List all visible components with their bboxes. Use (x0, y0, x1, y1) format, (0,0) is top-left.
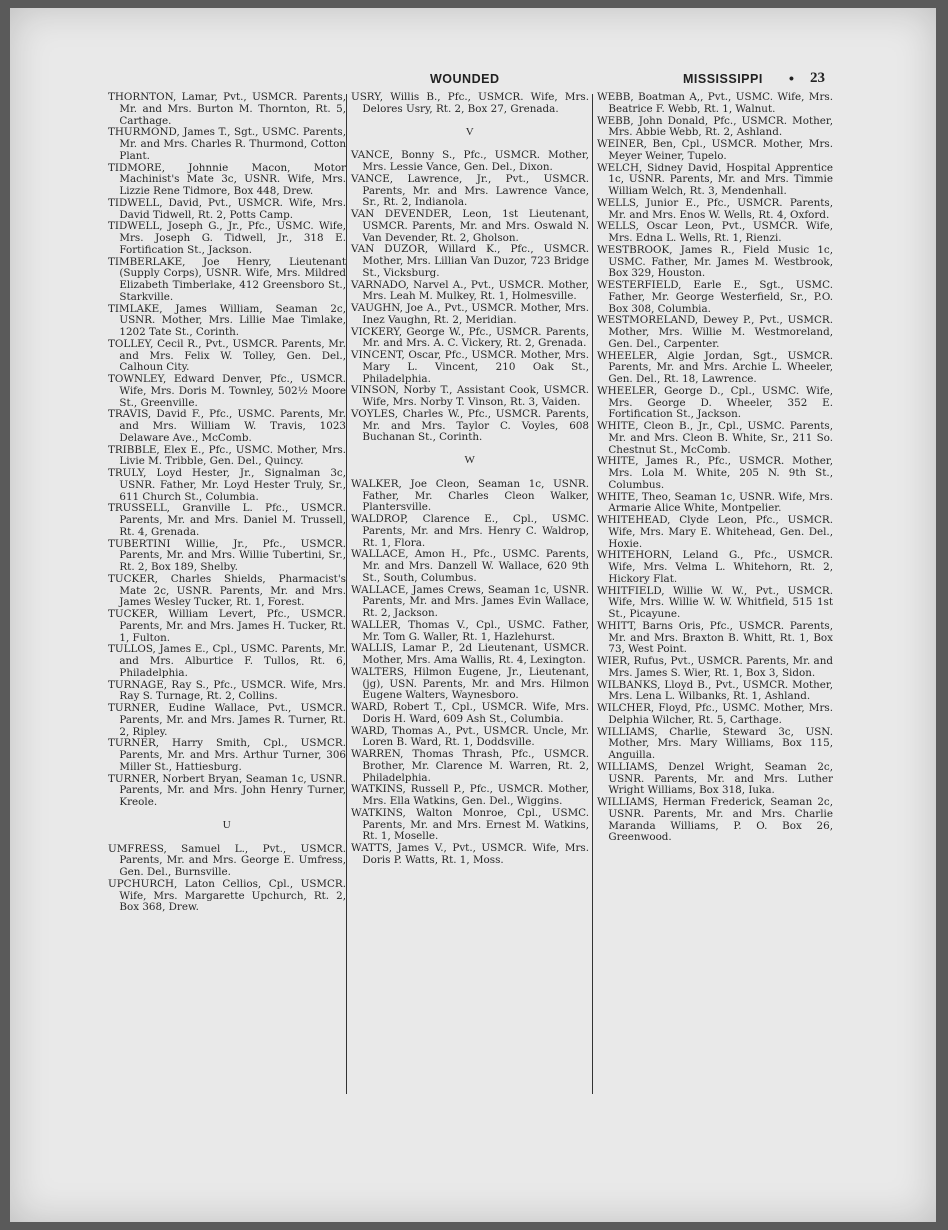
casualty-entry: WHEELER, Algie Jordan, Sgt., USMCR. Parents, Mr. and Mrs. Archie L. Wheeler, Gen. Del., Rt. 18, Lawrence. (597, 349, 833, 385)
casualty-entry: WALTERS, Hilmon Eugene, Jr., Lieutenant, (jg), USN. Parents, Mr. and Mrs. Hilmon Eugene Walters, Waynesboro. (351, 665, 589, 702)
casualty-entry: WARD, Robert T., Cpl., USMCR. Wife, Mrs. Doris H. Ward, 609 Ash St., Columbia. (351, 701, 589, 725)
casualty-entry: TRIBBLE, Elex E., Pfc., USMC. Mother, Mrs. Livie M. Tribble, Gen. Del., Quincy. (108, 443, 346, 468)
casualty-entry: WALLIS, Lamar P., 2d Lieutenant, USMCR. Mother, Mrs. Ama Wallis, Rt. 4, Lexington. (351, 642, 589, 666)
casualty-entry: TURNER, Norbert Bryan, Seaman 1c, USNR. Parents, Mr. and Mrs. John Henry Turner, Kreole. (108, 772, 346, 808)
casualty-entry: WATKINS, Russell P., Pfc., USMCR. Mother, Mrs. Ella Watkins, Gen. Del., Wiggins. (351, 783, 589, 807)
document-page (10, 8, 936, 1222)
casualty-entry: WEBB, John Donald, Pfc., USMCR. Mother, Mrs. Abbie Webb, Rt. 2, Ashland. (597, 114, 833, 139)
casualty-entry: WHITE, James R., Pfc., USMCR. Mother, Mrs. Lola M. White, 205 N. 9th St., Columbus. (597, 455, 833, 491)
casualty-entry: VARNADO, Narvel A., Pvt., USMCR. Mother, Mrs. Leah M. Mulkey, Rt. 1, Holmesville. (351, 278, 589, 303)
casualty-entry: WHITEHEAD, Clyde Leon, Pfc., USMCR. Wife, Mrs. Mary E. Whitehead, Gen. Del., Hoxie. (597, 514, 833, 550)
casualty-entry: WIER, Rufus, Pvt., USMCR. Parents, Mr. and Mrs. James S. Wier, Rt. 1, Box 3, Sidon. (597, 655, 833, 679)
casualty-entry: WILBANKS, Lloyd B., Pvt., USMCR. Mother, Mrs. Lena L. Wilbanks, Rt. 1, Ashland. (597, 678, 833, 703)
casualty-entry: TIMLAKE, James William, Seaman 2c, USNR. Mother, Mrs. Lillie Mae Timlake, 1202 Tate St., Corinth. (108, 302, 346, 338)
casualty-entry: WHITFIELD, Willie W. W., Pvt., USMCR. Wife, Mrs. Willie W. W. Whitfield, 515 1st St., Picayune. (597, 584, 833, 620)
section-letter: W (464, 454, 476, 466)
casualty-entry: TURNER, Harry Smith, Cpl., USMCR. Parents, Mr. and Mrs. Arthur Turner, 306 Miller St., Hattiesburg. (108, 737, 346, 773)
casualty-entry: WILLIAMS, Denzel Wright, Seaman 2c, USNR. Parents, Mr. and Mrs. Luther Wright Williams, Box 318, Iuka. (597, 760, 833, 797)
casualty-entry: VAN DEVENDER, Leon, 1st Lieutenant, USMCR. Parents, Mr. and Mrs. Oswald N. Van Devender, Rt. 2, Gholson. (351, 208, 589, 244)
state-name: MISSISSIPPI (683, 72, 763, 86)
casualty-entry: WESTMORELAND, Dewey P., Pvt., USMCR. Mother, Mrs. Willie M. Westmoreland, Gen. Del., Carpenter. (597, 314, 833, 350)
casualty-entry: WEINER, Ben, Cpl., USMCR. Mother, Mrs. Meyer Weiner, Tupelo. (597, 138, 833, 162)
casualty-entry: WILLIAMS, Herman Frederick, Seaman 2c, USNR. Parents, Mr. and Mrs. Charlie Maranda Williams, P. O. Box 26, Greenwood. (597, 796, 833, 844)
casualty-entry: WATKINS, Walton Monroe, Cpl., USMC. Parents, Mr. and Mrs. Ernest M. Watkins, Rt. 1, Moselle. (351, 806, 589, 843)
casualty-entry: TUCKER, William Levert, Pfc., USMCR. Parents, Mr. and Mrs. James H. Tucker, Rt. 1, Fulton. (108, 608, 346, 644)
casualty-entry: UMFRESS, Samuel L., Pvt., USMCR. Parents, Mr. and Mrs. George E. Umfress, Gen. Del., Burnsville. (108, 842, 346, 878)
casualty-entry: TURNER, Eudine Wallace, Pvt., USMCR. Parents, Mr. and Mrs. James R. Turner, Rt. 2, Ripley. (108, 702, 346, 738)
casualty-entry: WALDROP, Clarence E., Cpl., USMC. Parents, Mr. and Mrs. Henry C. Waldrop, Rt. 1, Flora. (351, 513, 589, 549)
column-1 (108, 92, 346, 914)
casualty-entry: WHITE, Cleon B., Jr., Cpl., USMC. Parents, Mr. and Mrs. Cleon B. White, Sr., 211 So. Chestnut St., McComb. (597, 420, 833, 456)
casualty-entry: VICKERY, George W., Pfc., USMCR. Parents, Mr. and Mrs. A. C. Vickery, Rt. 2, Grenada. (351, 325, 589, 350)
casualty-entry: TURNAGE, Ray S., Pfc., USMCR. Wife, Mrs. Ray S. Turnage, Rt. 2, Collins. (108, 678, 346, 703)
casualty-entry: WESTBROOK, James R., Field Music 1c, USMC. Father, Mr. James M. Westbrook, Box 329, Houston. (597, 243, 833, 280)
casualty-entry: VINCENT, Oscar, Pfc., USMCR. Mother, Mrs. Mary L. Vincent, 210 Oak St., Philadelphia. (351, 349, 589, 385)
casualty-entry: WILCHER, Floyd, Pfc., USMC. Mother, Mrs. Delphia Wilcher, Rt. 5, Carthage. (597, 702, 833, 726)
casualty-entry: THURMOND, James T., Sgt., USMC. Parents, Mr. and Mrs. Charles R. Thurmond, Cotton Plant. (108, 126, 346, 162)
casualty-entry: VANCE, Bonny S., Pfc., USMCR. Mother, Mrs. Lessie Vance, Gen. Del., Dixon. (351, 149, 589, 173)
casualty-entry: WESTERFIELD, Earle E., Sgt., USMC. Father, Mr. George Westerfield, Sr., P.O. Box 308, Columbia. (597, 279, 833, 315)
casualty-entry: WHITEHORN, Leland G., Pfc., USMCR. Wife, Mrs. Velma L. Whitehorn, Rt. 2, Hickory Flat. (597, 549, 833, 585)
casualty-entry: WARREN, Thomas Thrash, Pfc., USMCR. Brother, Mr. Clarence M. Warren, Rt. 2, Philadelphia. (351, 748, 589, 784)
casualty-entry: TIMBERLAKE, Joe Henry, Lieutenant (Supply Corps), USNR. Wife, Mrs. Mildred Elizabeth Timberlake, 412 Greensboro St., Starkville. (108, 255, 346, 303)
casualty-entry: WHITE, Theo, Seaman 1c, USNR. Wife, Mrs. Armarie Alice White, Montpelier. (597, 490, 833, 515)
casualty-entry: UPCHURCH, Laton Cellios, Cpl., USMCR. Wife, Mrs. Margarette Upchurch, Rt. 2, Box 368, Drew. (108, 877, 346, 914)
casualty-entry: TIDMORE, Johnnie Macon, Motor Machinist's Mate 3c, USNR. Wife, Mrs. Lizzie Rene Tidmore, Box 448, Drew. (108, 161, 346, 197)
casualty-entry: WALKER, Joe Cleon, Seaman 1c, USNR. Father, Mr. Charles Cleon Walker, Plantersville. (351, 477, 589, 514)
column-divider (346, 94, 347, 1094)
casualty-entry: TIDWELL, Joseph G., Jr., Pfc., USMC. Wife, Mrs. Joseph G. Tidwell, Jr., 318 E. Fortification St., Jackson. (108, 220, 346, 256)
casualty-entry: TOWNLEY, Edward Denver, Pfc., USMCR. Wife, Mrs. Doris M. Townley, 502½ Moore St., Greenville. (108, 373, 346, 409)
page-header (10, 70, 936, 90)
casualty-entry: WHITT, Barns Oris, Pfc., USMCR. Parents, Mr. and Mrs. Braxton B. Whitt, Rt. 1, Box 73, West Point. (597, 619, 833, 656)
casualty-entry: TULLOS, James E., Cpl., USMC. Parents, Mr. and Mrs. Alburtice F. Tullos, Rt. 6, Philadelphia. (108, 643, 346, 679)
casualty-entry: USRY, Willis B., Pfc., USMCR. Wife, Mrs. Delores Usry, Rt. 2, Box 27, Grenada. (351, 91, 589, 115)
section-letter: V (465, 125, 475, 138)
casualty-entry: TIDWELL, David, Pvt., USMCR. Wife, Mrs. David Tidwell, Rt. 2, Potts Camp. (108, 196, 346, 221)
casualty-entry: WELCH, Sidney David, Hospital Apprentice 1c, USNR. Parents, Mr. and Mrs. Timmie William Welch, Rt. 3, Mendenhall. (597, 161, 833, 197)
casualty-entry: WELLS, Oscar Leon, Pvt., USMCR. Wife, Mrs. Edna L. Wells, Rt. 1, Rienzi. (597, 220, 833, 244)
column-divider (592, 94, 593, 1094)
column-2 (351, 92, 589, 867)
column-3 (597, 92, 833, 844)
casualty-entry: WALLACE, James Crews, Seaman 1c, USNR. Parents, Mr. and Mrs. James Evin Wallace, Rt. 2, Jackson. (351, 583, 589, 619)
casualty-entry: VAUGHN, Joe A., Pvt., USMCR. Mother, Mrs. Inez Vaughn, Rt. 2, Meridian. (351, 302, 589, 326)
casualty-entry: THORNTON, Lamar, Pvt., USMCR. Parents, Mr. and Mrs. Burton M. Thornton, Rt. 5, Carthage. (108, 91, 346, 127)
section-title: WOUNDED (430, 72, 500, 86)
casualty-entry: WALLER, Thomas V., Cpl., USMC. Father, Mr. Tom G. Waller, Rt. 1, Hazlehurst. (351, 618, 589, 643)
casualty-entry: TRUSSELL, Granville L. Pfc., USMCR. Parents, Mr. and Mrs. Daniel M. Trussell, Rt. 4, Grenada. (108, 502, 346, 538)
casualty-entry: VINSON, Norby T., Assistant Cook, USMCR. Wife, Mrs. Norby T. Vinson, Rt. 3, Vaiden. (351, 384, 589, 408)
casualty-entry: VANCE, Lawrence, Jr., Pvt., USMCR. Parents, Mr. and Mrs. Lawrence Vance, Sr., Rt. 2, Indianola. (351, 172, 589, 209)
casualty-entry: TUBERTINI Willie, Jr., Pfc., USMCR. Parents, Mr. and Mrs. Willie Tubertini, Sr., Rt. 2, Box 189, Shelby. (108, 537, 346, 573)
header-bullet: • (789, 70, 794, 86)
casualty-entry: WATTS, James V., Pvt., USMCR. Wife, Mrs. Doris P. Watts, Rt. 1, Moss. (351, 842, 589, 866)
casualty-entry: WEBB, Boatman A,, Pvt., USMC. Wife, Mrs. Beatrice F. Webb, Rt. 1, Walnut. (597, 91, 833, 115)
casualty-entry: WHEELER, George D., Cpl., USMC. Wife, Mrs. George D. Wheeler, 352 E. Fortification St., Jackson. (597, 384, 833, 421)
casualty-entry: VOYLES, Charles W., Pfc., USMCR. Parents, Mr. and Mrs. Taylor C. Voyles, 608 Buchanan St., Corinth. (351, 407, 589, 444)
casualty-entry: VAN DUZOR, Willard K., Pfc., USMCR. Mother, Mrs. Lillian Van Duzor, 723 Bridge St., Vicksburg. (351, 243, 589, 279)
casualty-entry: WALLACE, Amon H., Pfc., USMC. Parents, Mr. and Mrs. Danzell W. Wallace, 620 9th St., South, Columbus. (351, 548, 589, 584)
casualty-entry: WARD, Thomas A., Pvt., USMCR. Uncle, Mr. Loren B. Ward, Rt. 1, Doddsville. (351, 724, 589, 749)
section-letter: U (222, 818, 232, 831)
casualty-entry: WELLS, Junior E., Pfc., USMCR. Parents, Mr. and Mrs. Enos W. Wells, Rt. 4, Oxford. (597, 196, 833, 221)
casualty-entry: TRAVIS, David F., Pfc., USMC. Parents, Mr. and Mrs. William W. Travis, 1023 Delaware Ave., McComb. (108, 408, 346, 444)
casualty-entry: WILLIAMS, Charlie, Steward 3c, USN. Mother, Mrs. Mary Williams, Box 115, Anguilla. (597, 725, 833, 761)
page-number: 23 (810, 70, 825, 86)
casualty-entry: TRULY, Loyd Hester, Jr., Signalman 3c, USNR. Father, Mr. Loyd Hester Truly, Sr., 611 Church St., Columbia. (108, 467, 346, 503)
casualty-entry: TUCKER, Charles Shields, Pharmacist's Mate 2c, USNR. Parents, Mr. and Mrs. James Wesley Tucker, Rt. 1, Forest. (108, 572, 346, 609)
casualty-entry: TOLLEY, Cecil R., Pvt., USMCR. Parents, Mr. and Mrs. Felix W. Tolley, Gen. Del., Calhoun City. (108, 337, 346, 374)
